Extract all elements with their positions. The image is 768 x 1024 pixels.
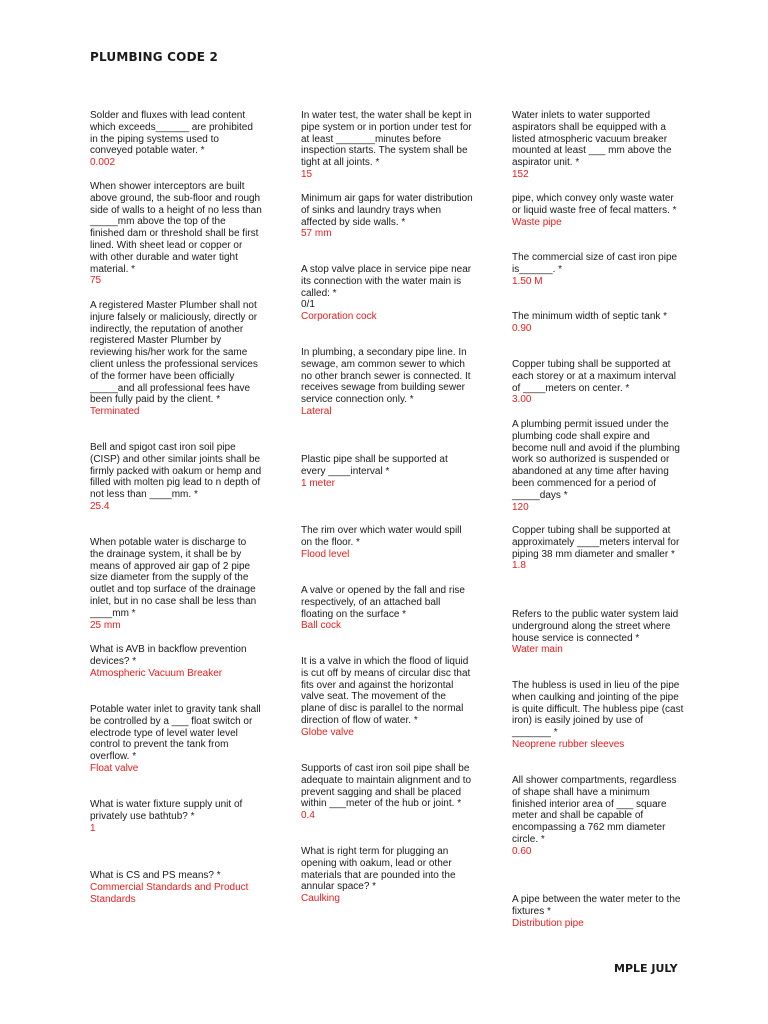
question-text: Potable water inlet to gravity tank shall be controlled by a ___ float switch or electrode type of level water level control to prevent the tank from overflow. * xyxy=(90,704,261,763)
question-text: Supports of cast iron soil pipe shall be adequate to maintain alignment and to prevent sagging and shall be placed within ___meter of the hub or joint. * xyxy=(301,763,472,810)
question-item xyxy=(301,110,473,181)
question-item xyxy=(512,252,684,287)
answer-text: Globe valve xyxy=(301,726,354,738)
answer-text: 25.4 xyxy=(90,500,110,512)
question-text: The rim over which water would spill on the floor. * xyxy=(301,525,462,548)
answer-text: Water main xyxy=(512,644,563,656)
footer-label: MPLE JULY xyxy=(614,962,678,975)
question-item xyxy=(90,181,262,287)
question-text: Bell and spigot cast iron soil pipe (CISP) and other similar joints shall be firmly packed with oakum or hemp and filled with molten pig lead to n depth of not less than ____mm. * xyxy=(90,442,262,501)
answer-text: Caulking xyxy=(301,893,340,905)
answer-text: 1.8 xyxy=(512,560,526,572)
answer-text: 75 xyxy=(90,275,102,287)
question-item xyxy=(512,359,684,406)
answer-text: 120 xyxy=(512,501,529,513)
answer-text: 0.4 xyxy=(301,810,315,822)
question-text: What is CS and PS means? * xyxy=(90,870,221,881)
question-text: Copper tubing shall be supported at approximately ____meters interval for piping 38 mm diameter and smaller * xyxy=(512,525,680,560)
score-text: 0/1 xyxy=(301,299,315,311)
answer-text: Atmospheric Vacuum Breaker xyxy=(90,667,223,679)
question-item xyxy=(301,763,473,822)
answer-text: 57 mm xyxy=(301,228,332,240)
question-text: It is a valve in which the flood of liquid is cut off by means of circular disc that fits over and against the horizontal valve seat. The movement of the plane of disc is parallel to the normal direction of flow of water. * xyxy=(301,656,471,726)
question-text: In water test, the water shall be kept in pipe system or in portion under test for at least _______minutes before inspection starts. The system shall be tight at all joints. * xyxy=(301,110,472,169)
question-text: What is right term for plugging an opening with oakum, lead or other materials that are pounded into the annular space? * xyxy=(301,846,456,893)
question-text: A stop valve place in service pipe near its connection with the water main is called: * xyxy=(301,264,472,299)
question-text: When potable water is discharge to the drainage system, it shall be by means of approved air gap of 2 pipe size diameter from the supply of the outlet and top surface of the drainage inlet, but in no case shall be less than ____mm * xyxy=(90,537,257,619)
answer-text: 152 xyxy=(512,168,529,180)
question-text: pipe, which convey only waste water or liquid waste free of fecal matters. * xyxy=(512,193,677,216)
question-item xyxy=(301,656,473,739)
answer-text: Terminated xyxy=(90,406,140,418)
answer-text: Flood level xyxy=(301,548,350,560)
question-text: Copper tubing shall be supported at each storey or at a maximum interval of ____meters on center. * xyxy=(512,359,676,394)
question-text: When shower interceptors are built above ground, the sub-floor and rough side of walls to a height of no less than _____mm above the top of the finished dam or threshold shall be first lined. With sheet lead or copper or with other durable and water tight material. * xyxy=(90,181,262,275)
answer-text: Float valve xyxy=(90,762,139,774)
question-text: A pipe between the water meter to the fixtures * xyxy=(512,894,681,917)
question-item xyxy=(512,609,684,656)
question-text: A valve or opened by the fall and rise respectively, of an attached ball floating on the surface * xyxy=(301,585,465,620)
question-text: The minimum width of septic tank * xyxy=(512,311,668,322)
question-item xyxy=(301,525,473,560)
answer-text: 3.00 xyxy=(512,394,532,406)
answer-text: Lateral xyxy=(301,405,332,417)
question-text: The hubless is used in lieu of the pipe when caulking and jointing of the pipe is quite difficult. The hubless pipe (cast iron) is easily joined by use of _______ * xyxy=(512,680,684,739)
answer-text: Ball cock xyxy=(301,620,342,632)
question-item xyxy=(301,454,473,489)
question-item xyxy=(301,264,473,323)
question-item xyxy=(301,846,473,905)
question-text: Solder and fluxes with lead content which exceeds______ are prohibited in the piping systems used to conveyed potable water. * xyxy=(90,110,253,157)
answer-text: 1.50 M xyxy=(512,275,543,287)
question-text: Water inlets to water supported aspirators shall be equipped with a listed atmospheric vacuum breaker mounted at least ___ mm above the aspirator unit. * xyxy=(512,110,672,169)
question-text: All shower compartments, regardless of shape shall have a minimum finished interior area of ___ square meter and shall be capable of encompassing a 762 mm diameter circle. * xyxy=(512,775,677,845)
answer-text: Commercial Standards and Product Standards xyxy=(90,881,249,905)
question-item xyxy=(512,110,684,181)
question-item xyxy=(512,894,684,929)
answer-text: 1 meter xyxy=(301,477,335,489)
answer-text: Corporation cock xyxy=(301,311,377,323)
question-item xyxy=(90,537,262,631)
page-title: PLUMBING CODE 2 xyxy=(90,50,219,64)
question-item xyxy=(512,419,684,513)
answer-text: 0.60 xyxy=(512,845,532,857)
question-item xyxy=(90,799,262,834)
answer-text: Waste pipe xyxy=(512,216,562,228)
question-text: In plumbing, a secondary pipe line. In sewage, am common sewer to which no other branch sewer is connected. It receives sewage from building sewer service connection only. * xyxy=(301,347,471,406)
question-item xyxy=(301,193,473,240)
question-item xyxy=(90,644,262,679)
question-item xyxy=(90,870,262,905)
question-text: A registered Master Plumber shall not injure falsely or maliciously, directly or indirectly, the reputation of another registered Master Plumber by reviewing his/her work for the same client unless the professional services of the former have been officially _____and all professional fees have been fully paid by the client. * xyxy=(90,300,258,406)
question-item xyxy=(90,110,262,169)
answer-text: 0.002 xyxy=(90,157,116,169)
question-item xyxy=(512,775,684,858)
question-text: What is water fixture supply unit of privately use bathtub? * xyxy=(90,799,243,822)
answer-text: Neoprene rubber sleeves xyxy=(512,738,625,750)
question-text: Plastic pipe shall be supported at every ____interval * xyxy=(301,454,448,477)
question-item xyxy=(512,193,684,228)
answer-text: 15 xyxy=(301,168,313,180)
question-item xyxy=(301,585,473,632)
question-text: The commercial size of cast iron pipe is______. * xyxy=(512,252,678,275)
question-item xyxy=(301,347,473,418)
answer-text: 0.90 xyxy=(512,322,532,334)
question-text: What is AVB in backflow prevention devices? * xyxy=(90,644,247,667)
question-item xyxy=(90,300,262,418)
question-item xyxy=(90,442,262,513)
answer-text: 25 mm xyxy=(90,619,121,631)
question-text: Refers to the public water system laid underground along the street where house service is connected * xyxy=(512,609,679,644)
answer-text: 1 xyxy=(90,822,96,834)
question-text: A plumbing permit issued under the plumbing code shall expire and become null and avoid if the plumbing work so authorized is suspended or abandoned at any time after having been commenced for a period of _____days * xyxy=(512,419,680,501)
question-item xyxy=(90,704,262,775)
question-item xyxy=(512,311,684,335)
question-item xyxy=(512,525,684,572)
answer-text: Distribution pipe xyxy=(512,917,584,929)
question-item xyxy=(512,680,684,751)
question-text: Minimum air gaps for water distribution of sinks and laundry trays when affected by side walls. * xyxy=(301,193,473,228)
